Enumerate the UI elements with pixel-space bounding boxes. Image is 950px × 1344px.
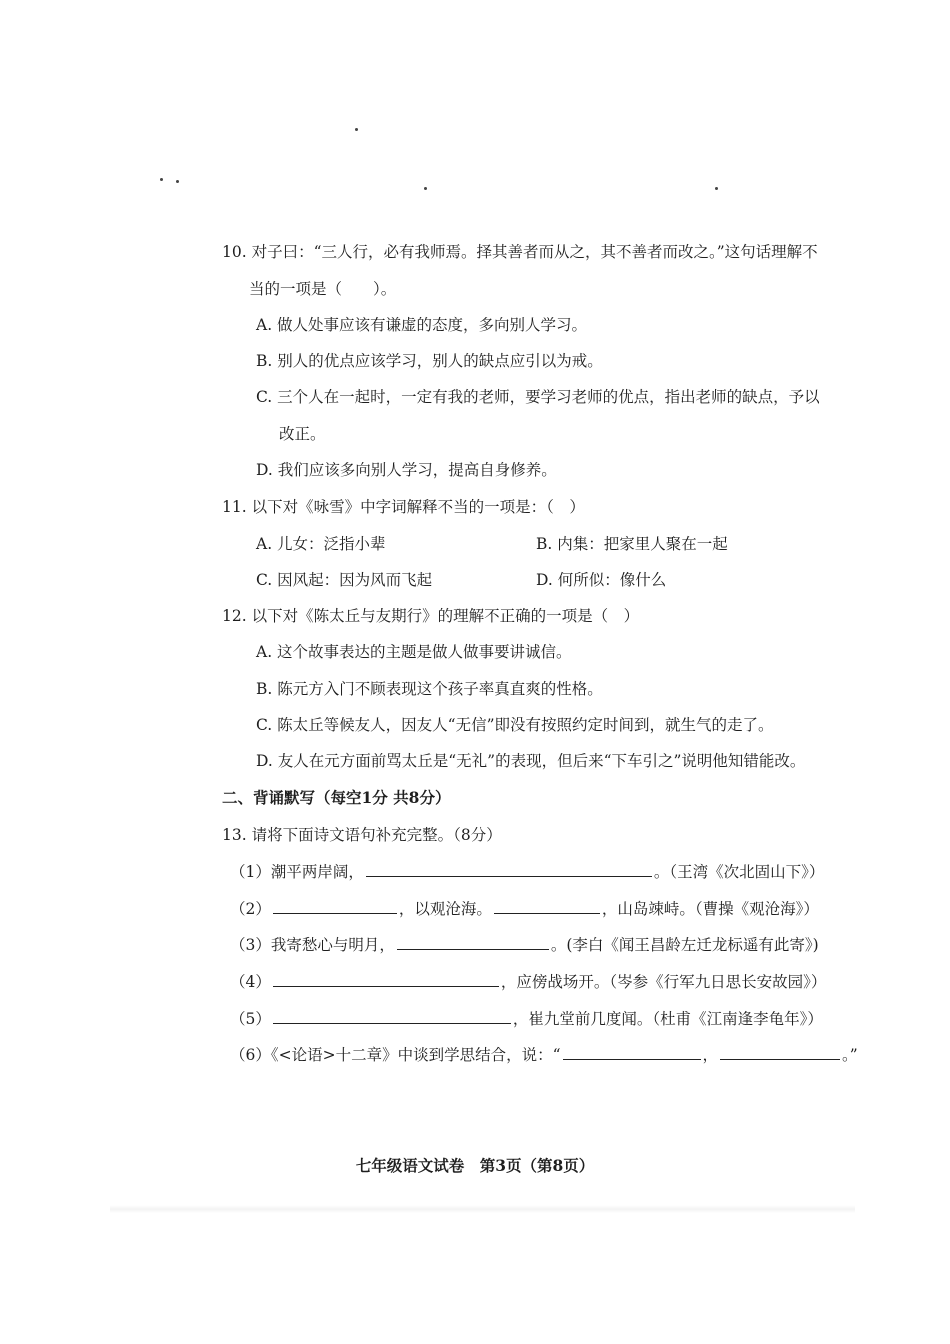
q10-option-c: C. 三个人在一起时，一定有我的老师，要学习老师的优点，指出老师的缺点，予以 [256,388,820,406]
q13-6-prefix: （6）《<论语>十二章》中谈到学思结合，说：“ [230,1046,561,1064]
page-footer: 七年级语文试卷 第3页（第8页） [355,1156,595,1175]
q13-item-1 [230,861,824,882]
q10-option-a: A. 做人处事应该有谦虚的态度，多向别人学习。 [256,316,588,334]
q13-1-suffix: 。（王湾《次北固山下》） [653,863,825,881]
q13-6-middle: ， [702,1046,719,1064]
section-2-heading: 二、背诵默写（每空1分 共8分） [222,788,451,807]
q10-option-d: D. 我们应该多向别人学习，提高自身修养。 [256,461,557,479]
q12-option-b: B. 陈元方入门不顾表现这个孩子率真直爽的性格。 [256,680,603,698]
q12-option-d: D. 友人在元方面前骂太丘是“无礼”的表现，但后来“下车引之”说明他知错能改。 [256,752,806,770]
q12-option-c: C. 陈太丘等候友人，因友人“无信”即没有按照约定时间到，就生气的走了。 [256,716,774,734]
scan-speck [160,178,163,181]
q13-4-suffix: ，应傍战场开。（岑参《行军九日思长安故园》） [500,973,827,991]
q13-2-blank-b[interactable] [494,898,600,914]
q13-item-5 [230,1008,823,1029]
q13-1-prefix: （1）潮平两岸阔， [230,863,364,881]
q13-3-prefix: （3）我寄愁心与明月， [230,936,395,954]
scan-speck [715,187,718,190]
q11-option-a: A. 儿女：泛指小辈 [256,535,386,553]
q10-option-c-cont: 改正。 [279,425,326,443]
q13-6-blank-a[interactable] [563,1044,701,1060]
q13-5-blank[interactable] [273,1008,511,1024]
q13-item-4 [230,971,826,992]
q12-stem: 12. 以下对《陈太丘与友期行》的理解不正确的一项是（ ） [222,607,640,625]
q11-option-b: B. 内集：把家里人聚在一起 [536,535,728,553]
q13-2-suffix: ，山岛竦峙。（曹操《观沧海》） [601,900,819,918]
scan-speck [176,180,179,183]
q10-stem-cont: 当的一项是（ ）。 [249,280,397,298]
q13-3-blank[interactable] [397,934,549,950]
scan-speck [355,128,358,131]
q13-3-suffix: 。(李白《闻王昌龄左迁龙标遥有此寄》) [550,936,819,954]
scan-edge [110,1205,855,1213]
q13-6-blank-b[interactable] [720,1044,840,1060]
q10-stem: 10. 对子曰：“三人行，必有我师焉。择其善者而从之，其不善者而改之。”这句话理解不 [222,243,818,261]
q13-item-3 [230,934,819,955]
q11-option-c: C. 因风起：因为风而飞起 [256,571,433,589]
q13-2-middle: ，以观沧海。 [398,900,492,918]
q13-item-2 [230,898,819,919]
q10-option-b: B. 别人的优点应该学习，别人的缺点应引以为戒。 [256,352,603,370]
q13-6-suffix: 。” [842,1046,858,1064]
q13-2-prefix: （2） [230,900,271,918]
q13-4-blank[interactable] [273,971,499,987]
q11-stem: 11. 以下对《咏雪》中字词解释不当的一项是：（ ） [222,498,585,516]
scan-speck [424,187,427,190]
q13-5-prefix: （5） [230,1010,271,1028]
q13-2-blank-a[interactable] [273,898,397,914]
q13-1-blank[interactable] [366,861,652,877]
q13-5-suffix: ，崔九堂前几度闻。（杜甫《江南逢李龟年》） [512,1010,823,1028]
q12-option-a: A. 这个故事表达的主题是做人做事要讲诚信。 [256,643,572,661]
q13-stem: 13. 请将下面诗文语句补充完整。（8分） [222,826,502,844]
q13-item-6 [230,1044,858,1065]
q11-option-d: D. 何所似：像什么 [536,571,667,589]
q13-4-prefix: （4） [230,973,271,991]
